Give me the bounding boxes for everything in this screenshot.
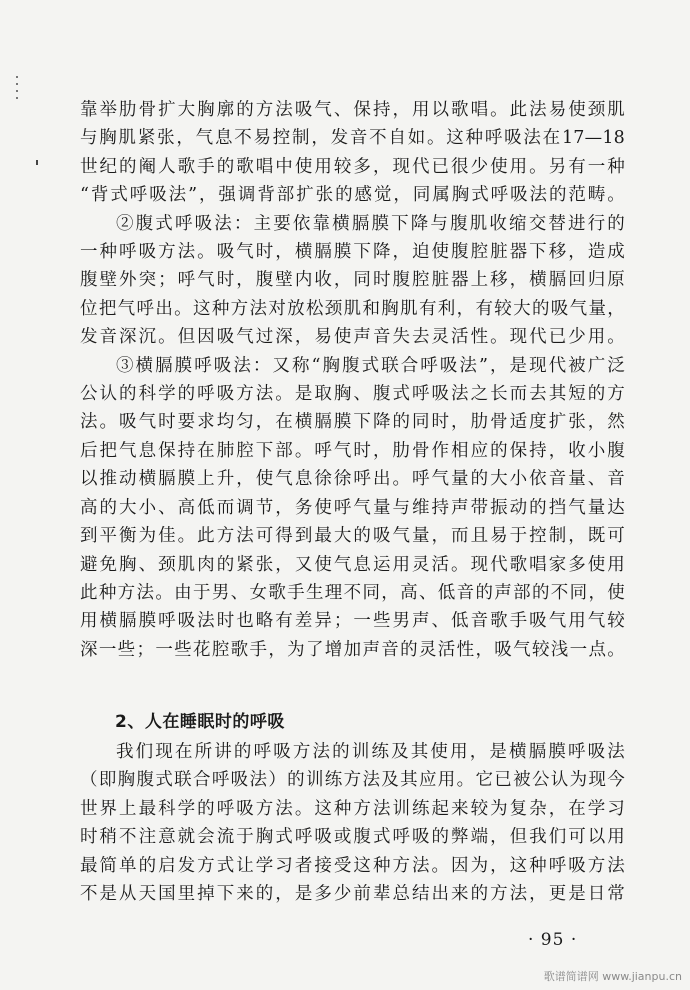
margin-dot bbox=[16, 83, 18, 85]
text-line: 与胸肌紧张，气息不易控制，发音不自如。这种呼吸法在17—18 bbox=[80, 128, 625, 149]
text-line: 时稍不注意就会流于胸式呼吸或腹式呼吸的弊端，但我们可以用 bbox=[80, 827, 625, 848]
margin-dots bbox=[14, 76, 20, 106]
site-watermark: 歌谱简谱网 www.jianpu.cn bbox=[543, 970, 682, 983]
text-line: 避免胸、颈肌肉的紧张，又使气息运用灵活。现代歌唱家多使用 bbox=[80, 554, 625, 575]
body-text-top bbox=[80, 96, 625, 664]
text-line: ②腹式呼吸法：主要依靠横膈膜下降与腹肌收缩交替进行的 bbox=[116, 213, 625, 234]
text-line: 世界上最科学的呼吸方法。这种方法训练起来较为复杂，在学习 bbox=[80, 798, 625, 819]
text-line: ③横膈膜呼吸法：又称“胸腹式联合呼吸法”，是现代被广泛 bbox=[116, 355, 625, 376]
text-line: 一种呼吸方法。吸气时，横膈膜下降，迫使腹腔脏器下移，造成 bbox=[80, 242, 625, 263]
text-line: 以推动横膈膜上升，使气息徐徐呼出。呼气量的大小依音量、音 bbox=[80, 469, 625, 490]
text-line: 深一些；一些花腔歌手，为了增加声音的灵活性，吸气较浅一点。 bbox=[80, 639, 625, 660]
text-line: 高的大小、高低而调节，务使呼气量与维持声带振动的挡气量达 bbox=[80, 497, 625, 518]
text-line: 不是从天国里掉下来的，是多少前辈总结出来的方法，更是日常 bbox=[80, 884, 625, 905]
text-line: 位把气呼出。这种方法对放松颈肌和胸肌有利，有较大的吸气量， bbox=[80, 298, 625, 319]
text-line: （即胸腹式联合呼吸法）的训练方法及其应用。它已被公认为现今 bbox=[80, 770, 625, 791]
section-heading: 2、人在睡眠时的呼吸 bbox=[115, 712, 285, 732]
body-text-bottom bbox=[80, 738, 625, 908]
margin-dot bbox=[16, 90, 18, 92]
text-line: 到平衡为佳。此方法可得到最大的吸气量，而且易于控制，既可 bbox=[80, 526, 625, 547]
text-line: “背式呼吸法”，强调背部扩张的感觉，同属胸式呼吸法的范畴。 bbox=[80, 185, 625, 206]
text-line: 最简单的启发方式让学习者接受这种方法。因为，这种呼吸方法 bbox=[80, 855, 625, 876]
margin-dot bbox=[16, 76, 18, 78]
page-number: · 95 · bbox=[528, 930, 578, 950]
text-line: 发音深沉。但因吸气过深，易使声音失去灵活性。现代已少用。 bbox=[80, 327, 625, 348]
text-line: 法。吸气时要求均匀，在横膈膜下降的同时，肋骨适度扩张，然 bbox=[80, 412, 625, 433]
margin-dot bbox=[16, 97, 18, 99]
text-line: 我们现在所讲的呼吸方法的训练及其使用，是横膈膜呼吸法 bbox=[116, 742, 625, 762]
text-line: 靠举肋骨扩大胸廓的方法吸气、保持，用以歌唱。此法易使颈肌 bbox=[80, 100, 625, 120]
text-line: 腹壁外突；呼气时，腹壁内收，同时腹腔脏器上移，横膈回归原 bbox=[80, 270, 625, 291]
text-line: 此种方法。由于男、女歌手生理不同，高、低音的声部的不同，使 bbox=[80, 582, 625, 603]
text-line: 世纪的阉人歌手的歌唱中使用较多，现代已很少使用。另有一种 bbox=[80, 156, 625, 177]
stray-ink-mark bbox=[36, 160, 38, 165]
text-line: 公认的科学的呼吸方法。是取胸、腹式呼吸法之长而去其短的方 bbox=[80, 384, 625, 405]
text-line: 后把气息保持在肺腔下部。呼气时，肋骨作相应的保持，收小腹 bbox=[80, 440, 625, 461]
text-line: 用横膈膜呼吸法时也略有差异；一些男声、低音歌手吸气用气较 bbox=[80, 611, 625, 632]
